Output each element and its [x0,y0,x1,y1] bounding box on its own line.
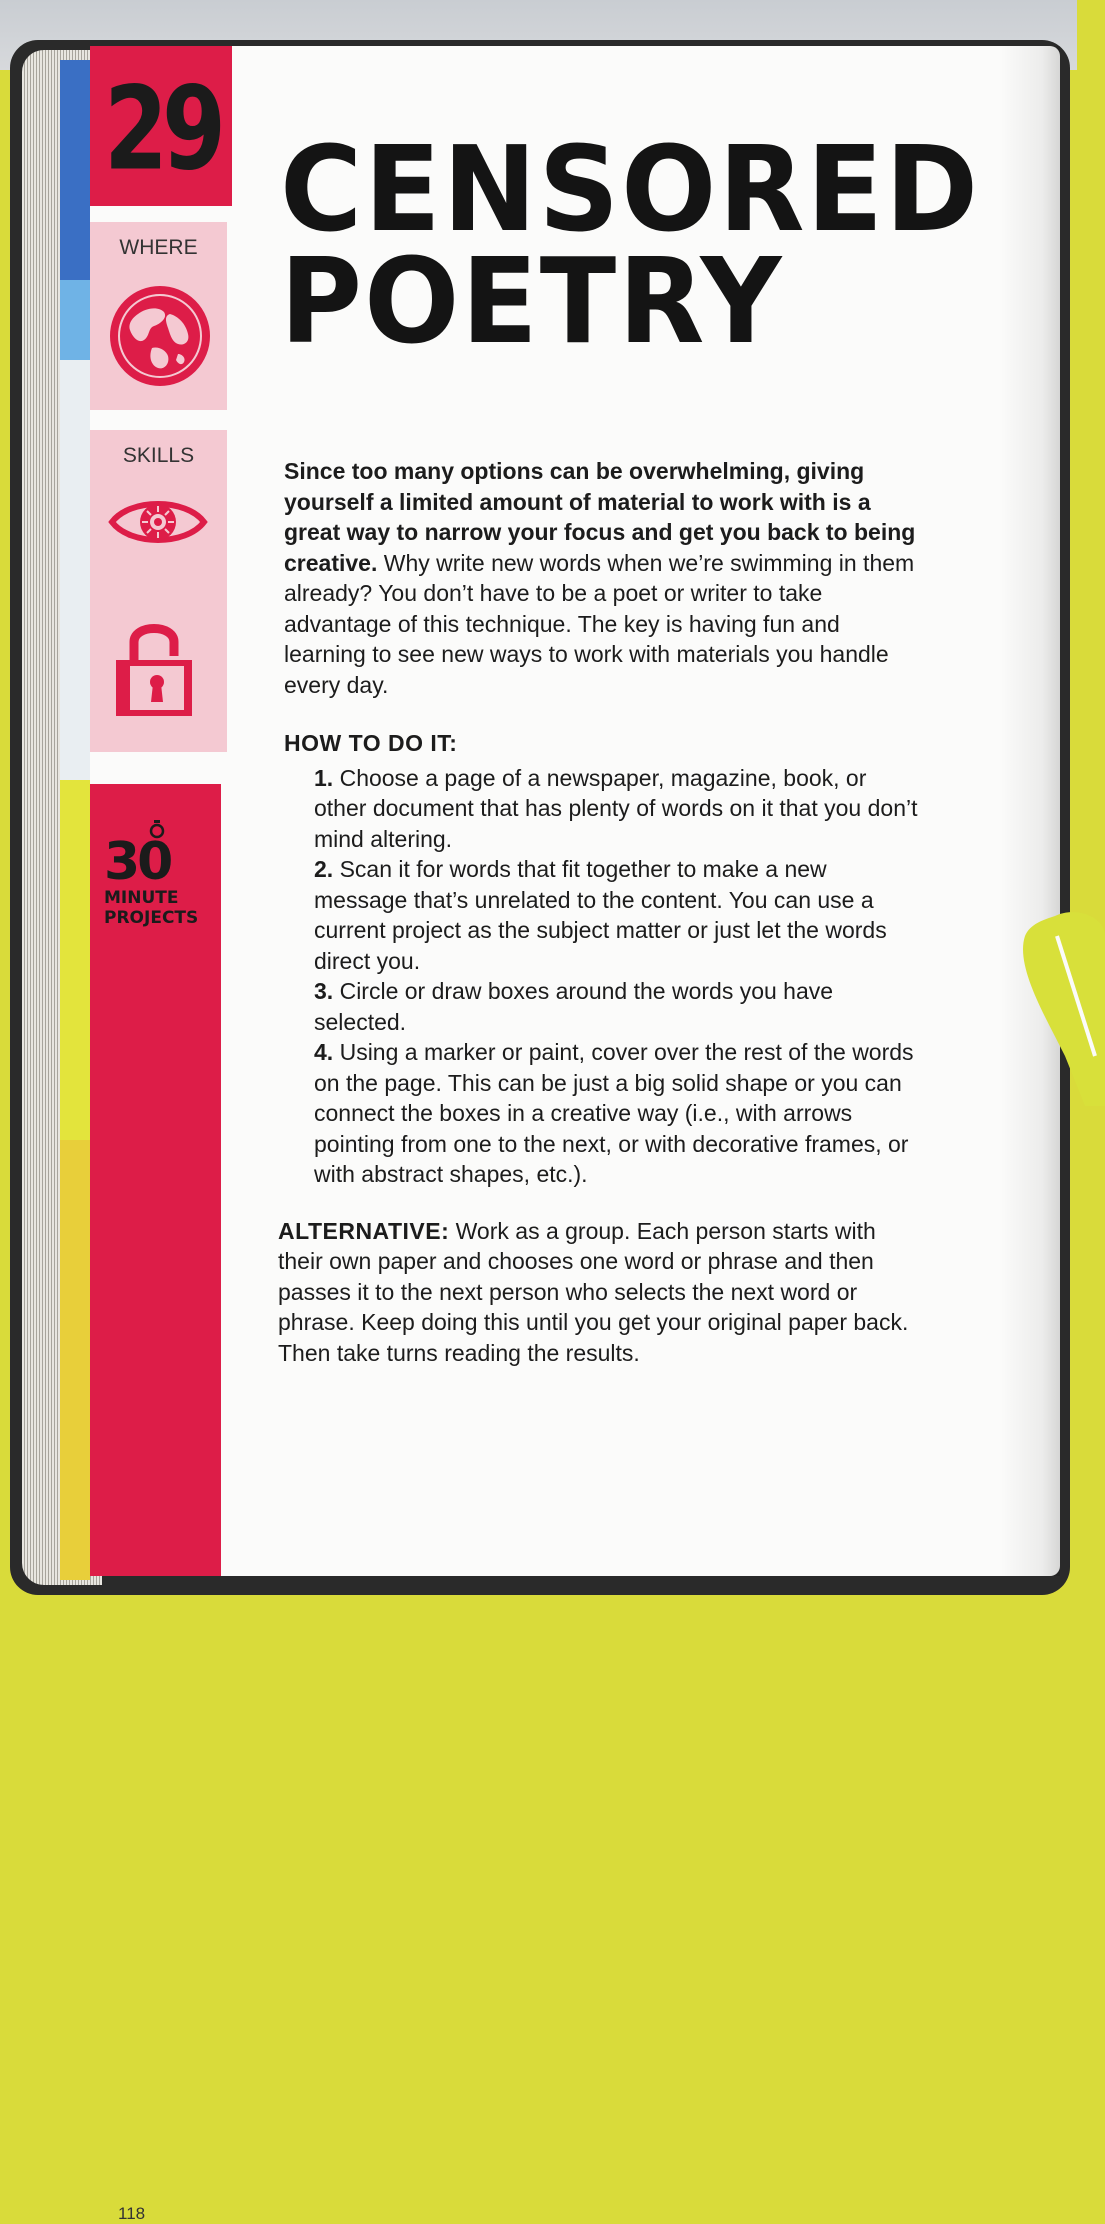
intro-bold: Since too many options can be overwhelming, giving yourself a limited amount of material to work with is a great way to narrow your focus and get you back to being creative. [284,458,916,576]
page-decoration-stripe [995,906,1105,1106]
where-panel [90,222,227,410]
step-item [314,763,924,855]
step-text: Scan it for words that fit together to make a new message that’s unrelated to the content. You can use a current project as the subject matter or just let the words direct you. [314,856,887,974]
chapter-number: 29 [104,62,221,196]
step-text: Choose a page of a newspaper, magazine, book, or other document that has plenty of words on it that you don’t mind altering. [314,764,918,852]
time-badge [104,832,214,928]
page-title [280,121,981,371]
sidebar [90,46,235,2223]
page-gutter-shadow [1000,46,1060,1576]
globe-icon [108,284,212,388]
how-to-heading: HOW TO DO IT: [284,730,458,756]
time-number: 30 [104,832,171,892]
padlock-icon [112,610,196,720]
step-number: 4. [314,1039,334,1065]
eye-icon [108,492,208,552]
step-text: Using a marker or paint, cover over the rest of the words on the page. This can be just a big solid shape or you can connect the boxes in a creative way (i.e., with arrows pointing from one to the next, or with decorative frames, or with abstract shapes, etc.). [314,1039,914,1187]
where-label: WHERE [119,236,198,259]
time-block [90,784,221,2223]
step-item [314,854,924,976]
article-body [278,456,924,1368]
step-number: 2. [314,856,334,882]
step-item [314,1037,924,1190]
intro-paragraph [284,456,924,700]
step-number: 1. [314,764,334,791]
step-number: 3. [314,978,334,1004]
time-unit-minute: MINUTE [104,888,179,908]
skills-panel [90,430,227,752]
title-line-2: POETRY [280,233,784,371]
section-tab-strips [60,60,90,1580]
page-number: 118 [118,2204,146,2223]
step-text: Circle or draw boxes around the words you have selected. [314,978,834,1035]
alternative-text: Work as a group. Each person starts with their own paper and chooses one word or phrase and then passes it to the next person who selects the next word or phrase. Keep doing this until you get your original paper back. Then take turns reading the results. [278,1217,909,1366]
title-line-1: CENSORED [280,121,981,259]
book-page [90,46,1060,2223]
skills-label: SKILLS [122,444,195,467]
steps-list [314,763,924,1190]
alternative-label: ALTERNATIVE: [278,1217,450,1244]
step-item [314,976,924,1037]
intro-regular: Why write new words when we’re swimming in them already? You don’t have to be a poet or writer to take advantage of this technique. The key is having fun and learning to see new ways to work with materials you handle every day. [284,549,915,698]
alternative-paragraph [278,1216,924,1369]
time-unit-projects: PROJECTS [104,908,199,928]
chapter-number-block [90,46,232,206]
